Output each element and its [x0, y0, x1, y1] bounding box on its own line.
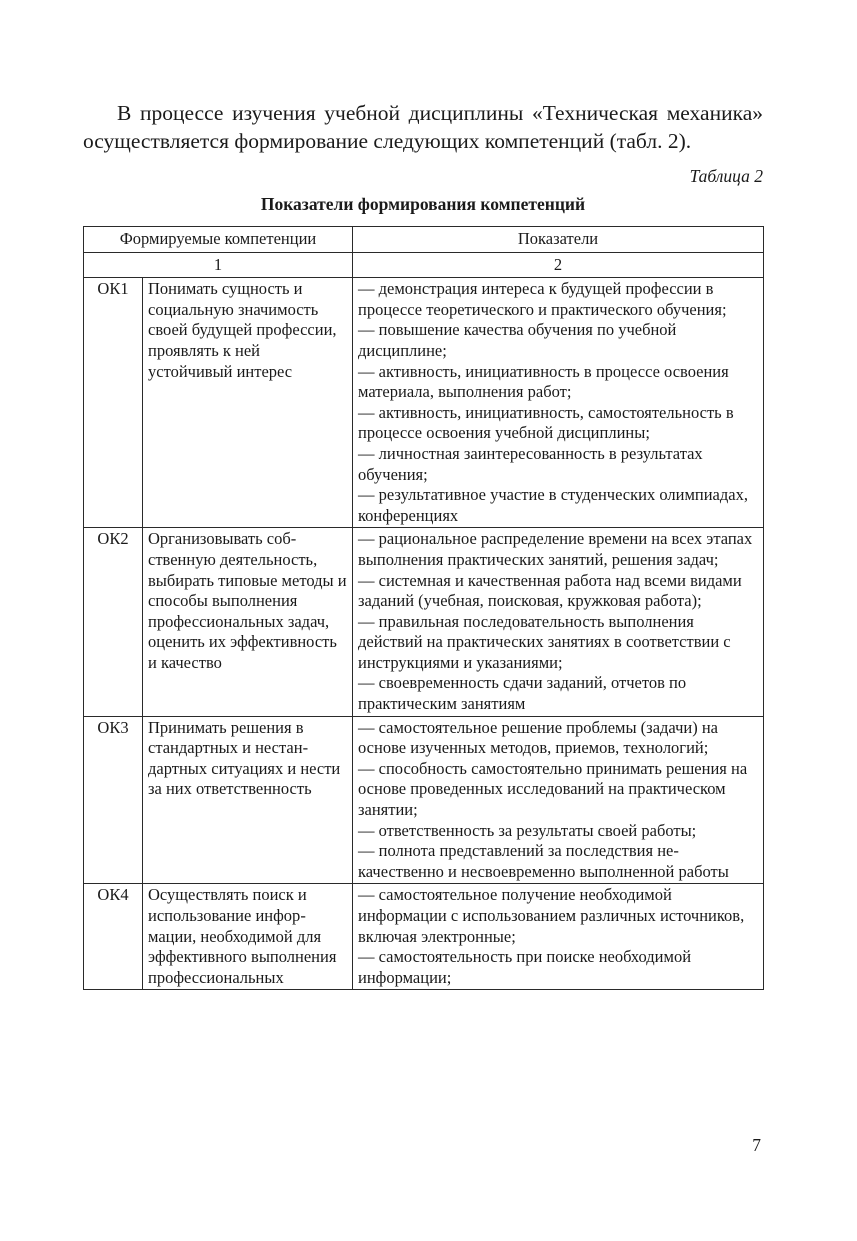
competence-description: Осуществлять поиск и использование информации, необходимой для эффективного выполнения профессиональных: [143, 884, 353, 990]
indicator-item: — личностная заинтересованность в результатах обучения;: [358, 443, 703, 484]
indicator-item: — своевременность сдачи заданий, отчетов по практическим занятиям: [358, 673, 687, 714]
indicator-item: — результативное участие в студенческих олимпиадах, конференциях: [358, 485, 748, 525]
indicator-item: — системная и качественная работа над всеми видами заданий (учебная, поисковая, кружковая работа);: [358, 570, 742, 611]
indicator-item: — самостоятельность при поиске необходимой информации;: [358, 947, 692, 987]
column-number-2: 2: [353, 252, 764, 278]
competence-description: Организовывать собственную деятельность, выбирать типовые методы и способы выполнения профессиональных задач, оценить их эффективность и качество: [143, 528, 353, 716]
header-indicators: Показатели: [353, 227, 764, 253]
table-title: Показатели формирования компетенций: [260, 194, 586, 214]
intro-text: В процессе изучения учебной дисциплины «Техническая механика» осуществляется формирование следующих компетенций (табл. 2).: [83, 101, 763, 153]
table-row: [84, 884, 764, 990]
table-header-row: [84, 227, 764, 253]
table-row: [84, 528, 764, 716]
indicators-cell: [353, 528, 764, 716]
page-number: 7: [752, 1135, 761, 1155]
indicators-cell: [353, 278, 764, 528]
indicators-cell: [353, 716, 764, 884]
competence-code: ОК1: [84, 278, 143, 528]
header-competences: Формируемые компетенции: [84, 227, 353, 253]
column-number-row: [84, 252, 764, 278]
indicator-item: — самостоятельное решение проблемы (задачи) на основе изученных методов, приемов, технологий;: [358, 717, 718, 758]
indicator-item: — повышение качества обучения по учебной дисциплине;: [358, 320, 677, 360]
competence-code: ОК4: [84, 884, 143, 990]
indicators-cell: [353, 884, 764, 990]
indicator-item: — активность, инициативность, самостоятельность в процессе освоения учебной дисциплины;: [358, 402, 734, 443]
indicator-item: — самостоятельное получение необходимой информации с использованием различных источников, включая электронные;: [358, 885, 745, 946]
competence-table: [83, 226, 764, 990]
indicator-item: — активность, инициативность в процессе освоения материала, выполнения работ;: [358, 361, 729, 402]
indicator-item: — правильная последовательность выполнения действий на практических занятиях в соответствии с инструкциями и указаниями;: [358, 611, 731, 672]
competence-description: Понимать сущность и социальную значимость своей будущей профессии, проявлять к ней устойчивый интерес: [143, 278, 353, 528]
indicator-item: — ответственность за результаты своей работы;: [358, 820, 697, 840]
table-number: Таблица 2: [689, 166, 763, 186]
column-number-1: 1: [84, 252, 353, 278]
indicator-item: — способность самостоятельно принимать решения на основе проведенных исследований на практическом занятии;: [358, 758, 748, 820]
table-row: [84, 278, 764, 528]
indicator-item: — демонстрация интереса к будущей профессии в процессе теоретического и практического обучения;: [358, 279, 727, 319]
table-row: [84, 716, 764, 884]
competence-description: Принимать решения в стандартных и нестандартных ситуациях и нести за них ответственность: [143, 716, 353, 884]
intro-paragraph: [83, 99, 763, 155]
competence-code: ОК3: [84, 716, 143, 884]
indicator-item: — рациональное распределение времени на всех этапах выполнения практических занятий, решения задач;: [358, 529, 753, 569]
competence-code: ОК2: [84, 528, 143, 716]
indicator-item: — полнота представлений за последствия некачественно и несвоевременно выполненной работы: [358, 841, 729, 881]
